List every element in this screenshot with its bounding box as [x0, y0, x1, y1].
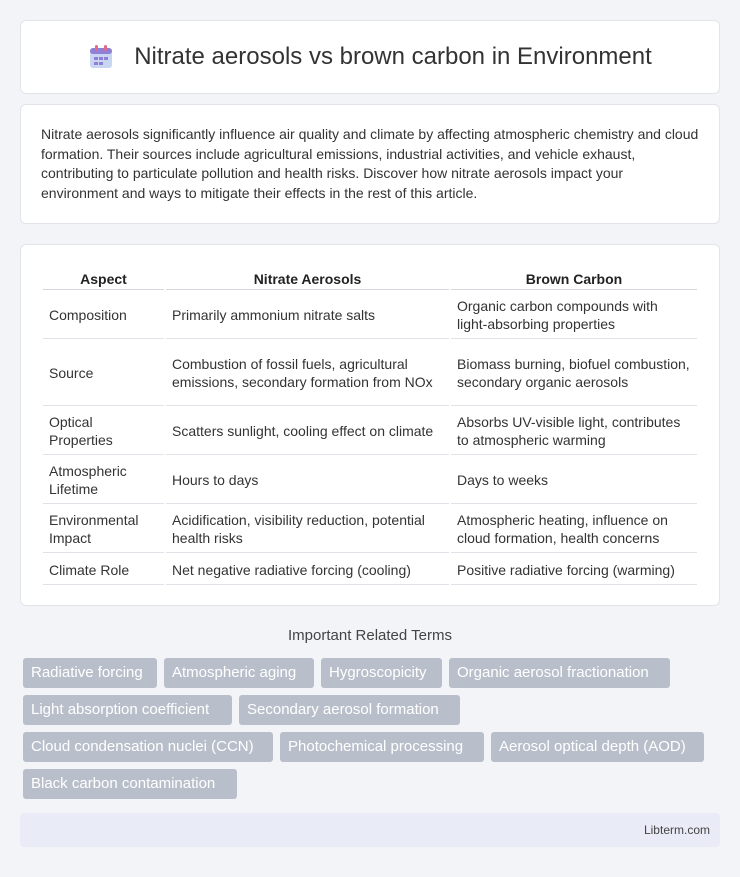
- table-cell: Biomass burning, biofuel combustion, secondary organic aerosols: [451, 341, 697, 406]
- term-tag[interactable]: Secondary aerosol formation: [239, 695, 460, 725]
- calendar-icon: [88, 44, 114, 70]
- term-tag[interactable]: Light absorption coefficient: [23, 695, 232, 725]
- table-header-row: [43, 265, 697, 290]
- table-cell: Positive radiative forcing (warming): [451, 555, 697, 585]
- table-cell: Net negative radiative forcing (cooling): [166, 555, 449, 585]
- table-row: [43, 408, 697, 455]
- table-cell: Atmospheric heating, influence on cloud formation, health concerns: [451, 506, 697, 553]
- table-row: [43, 457, 697, 504]
- table-cell: Environmental Impact: [43, 506, 164, 553]
- table-row: [43, 341, 697, 406]
- term-tag[interactable]: Organic aerosol fractionation: [449, 658, 670, 688]
- header-brown-carbon: Brown Carbon: [451, 265, 697, 290]
- table-cell: Scatters sunlight, cooling effect on climate: [166, 408, 449, 455]
- table-row: [43, 292, 697, 339]
- table-cell: Composition: [43, 292, 164, 339]
- term-tag[interactable]: Photochemical processing: [280, 732, 484, 762]
- header-aspect: Aspect: [43, 265, 164, 290]
- table-cell: Days to weeks: [451, 457, 697, 504]
- footer: [20, 813, 720, 847]
- title-card: [20, 20, 720, 94]
- comparison-card: [20, 244, 720, 606]
- page-title: Nitrate aerosols vs brown carbon in Environment: [134, 43, 652, 70]
- table-cell: Source: [43, 341, 164, 406]
- table-cell: Primarily ammonium nitrate salts: [166, 292, 449, 339]
- table-cell: Climate Role: [43, 555, 164, 585]
- term-tag[interactable]: Black carbon contamination: [23, 769, 237, 799]
- intro-text: Nitrate aerosols significantly influence air quality and climate by affecting atmospheric chemistry and cloud formation. Their sources include agricultural emissions, industrial activities, and vehicle exhaust, contributing to particulate pollution and health risks. Discover how nitrate aerosols impact your environment and ways to mitigate their effects in the rest of this article.: [41, 126, 699, 201]
- table-row: [43, 506, 697, 553]
- table-cell: Acidification, visibility reduction, potential health risks: [166, 506, 449, 553]
- header-nitrate-aerosols: Nitrate Aerosols: [166, 265, 449, 290]
- table-cell: Organic carbon compounds with light-absorbing properties: [451, 292, 697, 339]
- term-tag[interactable]: Cloud condensation nuclei (CCN): [23, 732, 273, 762]
- table-cell: Absorbs UV-visible light, contributes to atmospheric warming: [451, 408, 697, 455]
- term-tag[interactable]: Atmospheric aging: [164, 658, 314, 688]
- term-tag[interactable]: Hygroscopicity: [321, 658, 442, 688]
- comparison-table: [41, 263, 699, 587]
- table-cell: Hours to days: [166, 457, 449, 504]
- related-terms-title: Important Related Terms: [288, 627, 452, 644]
- term-tag[interactable]: Aerosol optical depth (AOD): [491, 732, 704, 762]
- intro-card: [20, 104, 720, 224]
- table-row: [43, 555, 697, 585]
- footer-brand[interactable]: Libterm.com: [643, 823, 710, 837]
- table-cell: Optical Properties: [43, 408, 164, 455]
- table-cell: Atmospheric Lifetime: [43, 457, 164, 504]
- term-tag[interactable]: Radiative forcing: [23, 658, 157, 688]
- table-cell: Combustion of fossil fuels, agricultural emissions, secondary formation from NOx: [166, 341, 449, 406]
